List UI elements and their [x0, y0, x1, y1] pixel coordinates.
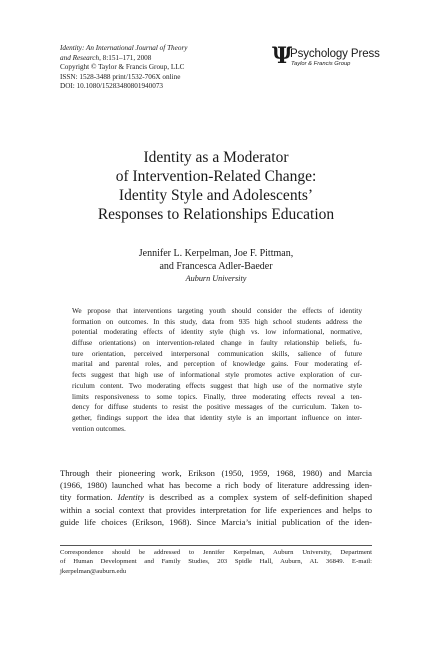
abstract-line: gether, findings support the idea that identity style is an important influence on inter- [72, 412, 362, 422]
abstract-line: riculum content. Two moderating effects suggest that high use of the normative style [72, 380, 362, 390]
journal-citation: , 8:151–171, 2008 [99, 53, 152, 62]
journal-name: Identity: An International Journal of Theory [60, 44, 188, 52]
publisher-logo [272, 43, 384, 72]
journal-name-cont: and Research [60, 53, 100, 62]
body-line-b: is described as a complex system of self-definition shaped [143, 492, 372, 503]
publisher-group: Taylor & Francis Group [291, 61, 351, 67]
title-line: Responses to Relationships Education [97, 206, 335, 223]
abstract-line: potential moderating effects of identity style (high vs. low informational, normative, [72, 327, 362, 337]
footnote-line: Correspondence should be addressed to Jennifer Kerpelman, Auburn University, Department [60, 549, 372, 556]
title-line: Identity as a Moderator [143, 149, 289, 166]
correspondence-footnote [60, 548, 372, 576]
abstract-line: formation on outcomes. In this study, data from 935 high school students address the [72, 316, 362, 326]
abstract-line: limits responsiveness to some topics. Finally, three moderating effects reveal a ten- [72, 391, 362, 401]
author-line: and Francesca Adler-Baeder [159, 260, 273, 272]
journal-header [60, 44, 270, 92]
abstract-line: dency for diffuse students to resist the positive messages of the curriculum. Taken to- [72, 402, 362, 412]
doi: DOI: 10.1080/15283480801940073 [60, 82, 164, 90]
title-line: of Intervention-Related Change: [115, 168, 317, 185]
body-line: within a social context that provides interpretation for life experiences and helps to [60, 504, 372, 515]
authors [40, 248, 392, 273]
copyright: Copyright © Taylor & Francis Group, LLC [60, 63, 185, 71]
publisher-name: Psychology Press [290, 48, 380, 60]
affiliation: Auburn University [185, 274, 247, 283]
journal-name-line [60, 44, 270, 54]
identity-term: Identity [117, 492, 144, 503]
abstract [72, 306, 362, 434]
abstract-line: fects suggest that high use of informational style promotes active exploration of cur- [72, 370, 362, 380]
body-line: (1966, 1980) launched what has become a rich body of literature addressing iden- [60, 480, 372, 491]
abstract-line: We propose that interventions targeting youth should consider the effects of identity [72, 306, 362, 315]
journal-name-line-2 [60, 54, 270, 64]
abstract-line: vention outcomes. [72, 423, 126, 433]
body-line-a: tity formation. [60, 492, 113, 503]
abstract-line: ture orientation, perceived interpersonal communication skills, salience of future [72, 348, 362, 358]
footnote-line: of Human Development and Family Studies, 203 Spidle Hall, Auburn, AL 36849. E-mail: [60, 558, 372, 566]
abstract-line: marital and parental roles, and perception of knowledge gains. Four moderating ef- [72, 359, 362, 369]
body-line [60, 491, 372, 503]
title-line: Identity Style and Adolescents’ [118, 187, 314, 204]
psi-logo-icon: Ψ [272, 43, 293, 69]
footnote-line: jkerpelman@auburn.edu [60, 567, 127, 575]
abstract-line: diffuse orientations) on intervention-related change in faulty relationship beliefs, fu- [72, 338, 362, 348]
author-line: Jennifer L. Kerpelman, Joe F. Pittman, [138, 248, 294, 259]
article-title [40, 148, 392, 224]
body-line: guide life choices (Erikson, 1968). Since Marcia’s initial publication of the iden- [60, 516, 372, 527]
issn: ISSN: 1528-3488 print/1532-706X online [60, 72, 181, 81]
footnote-divider [60, 545, 372, 546]
body-text [60, 467, 372, 528]
body-line: Through their pioneering work, Erikson (1950, 1959, 1968, 1980) and Marcia [60, 468, 372, 478]
